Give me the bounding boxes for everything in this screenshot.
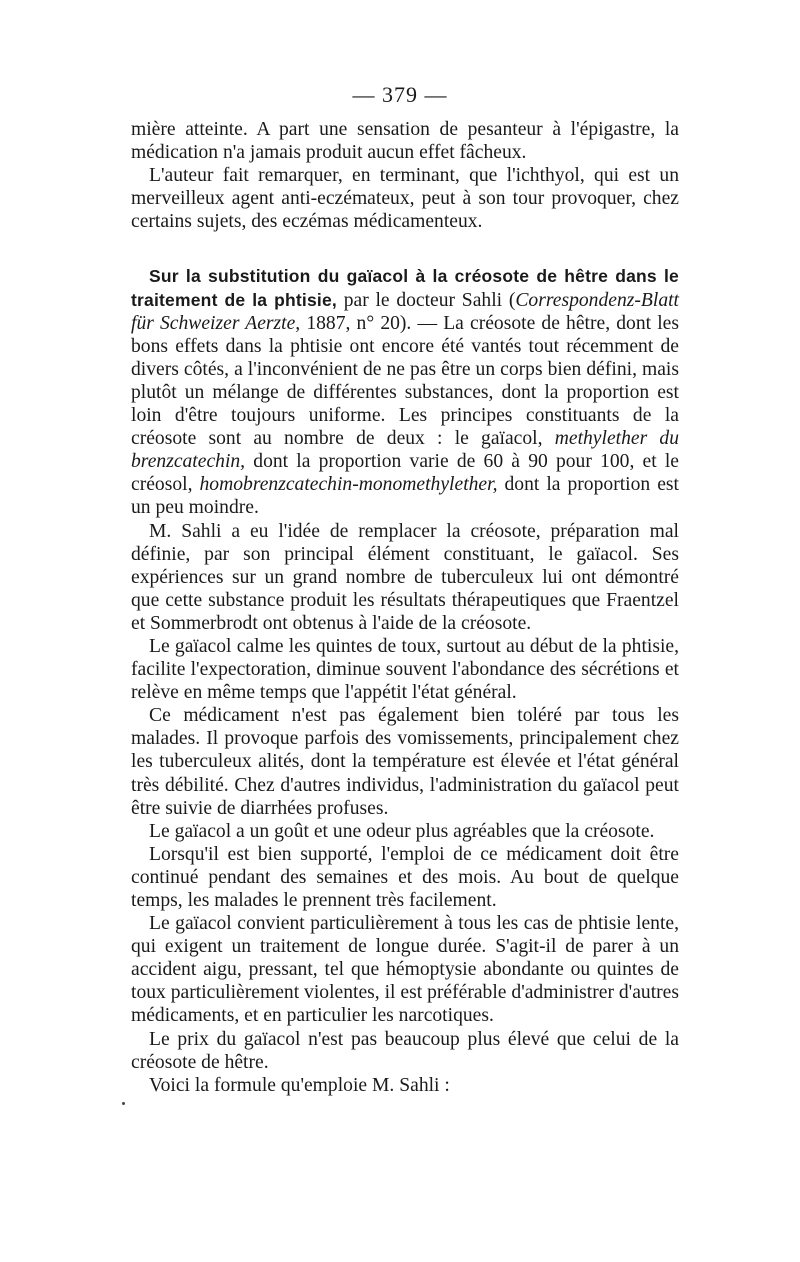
- paragraph-tolerance: Ce médicament n'est pas également bien toléré par tous les malades. Il provoque parfois des vomissements, principalement chez les tuberculeux alités, dont la température est élevée et l'état général très débilité. Chez d'autres individus, l'administration du gaïacol peut être suivie de diarrhées profuses.: [131, 705, 679, 819]
- article-author-citation: par le docteur Sahli (: [336, 289, 516, 311]
- paragraph-duration: Lorsqu'il est bien supporté, l'emploi de ce médicament doit être continué pendant des semaines et des mois. Au bout de quelque temps, les malades le prennent très facilement.: [131, 843, 679, 911]
- article-gaiacol: [131, 265, 679, 519]
- chemical-term-creosol: homobrenzcatechin-monomethylether,: [199, 474, 498, 496]
- print-speck: [122, 1102, 125, 1105]
- journal-name: Correspondenz-Blatt für Schweizer Aerzte,: [131, 289, 679, 334]
- paragraph-ichthyol-conclusion: L'auteur fait remarquer, en terminant, que l'ichthyol, qui est un merveilleux agent anti-eczémateux, peut à son tour provoquer, chez certains sujets, des eczémas médicamenteux.: [131, 165, 679, 233]
- article-text-creosote-intro: 1887, n° 20). — La créosote de hêtre, dont les bons effets dans la phtisie ont encore été vantés tout récemment de divers côtés, a l'inconvénient de ne pas être un corps bien défini, mais plutôt un mélange de différentes substances, dont la proportion est loin d'être toujours uniforme. Les principes constituants de la créosote sont au nombre de deux : le gaïacol,: [131, 312, 679, 450]
- paragraph-continuation: mière atteinte. A part une sensation de pesanteur à l'épigastre, la médication n'a jamais produit aucun effet fâcheux.: [131, 119, 679, 164]
- section-spacer: [131, 233, 679, 265]
- paragraph-sahli-idea: M. Sahli a eu l'idée de remplacer la créosote, préparation mal définie, par son principal élément constituant, le gaïacol. Ses expériences sur un grand nombre de tuberculeux lui ont démontré que cette substance produit les résultats thérapeutiques que Fraentzel et Sommerbrodt ont obtenus à l'aide de la créosote.: [131, 520, 679, 634]
- paragraph-indications: Le gaïacol convient particulièrement à tous les cas de phtisie lente, qui exigent un traitement de longue durée. S'agit-il de parer à un accident aigu, pressant, tel que hémoptysie abondante ou quintes de toux particulièrement violentes, il est préférable d'administrer d'autres médicaments, et en particulier les narcotiques.: [131, 913, 679, 1027]
- paragraph-price: Le prix du gaïacol n'est pas beaucoup plus élevé que celui de la créosote de hêtre.: [131, 1028, 679, 1073]
- body-text: [131, 118, 679, 1097]
- article-text-creosol: dont la proportion varie de 60 à 90 pour 100, et le créosol,: [131, 451, 679, 496]
- paragraph-effects: Le gaïacol calme les quintes de toux, surtout au début de la phtisie, facilite l'expectoration, diminue souvent l'abondance des sécrétions et relève en même temps que l'appétit l'état général.: [131, 635, 679, 704]
- chemical-term-gaiacol: methylether du brenzcatechin,: [131, 428, 679, 473]
- page-number: — 379 —: [352, 82, 448, 107]
- paragraph-formula-intro: Voici la formule qu'emploie M. Sahli :: [149, 1074, 450, 1096]
- article-title: Sur la substitution du gaïacol à la créosote de hêtre dans le traitement de la phtisie,: [131, 266, 679, 310]
- paragraph-taste: Le gaïacol a un goût et une odeur plus agréables que la créosote.: [149, 820, 655, 842]
- article-text-proportion: dont la proportion est un peu moindre.: [131, 474, 679, 519]
